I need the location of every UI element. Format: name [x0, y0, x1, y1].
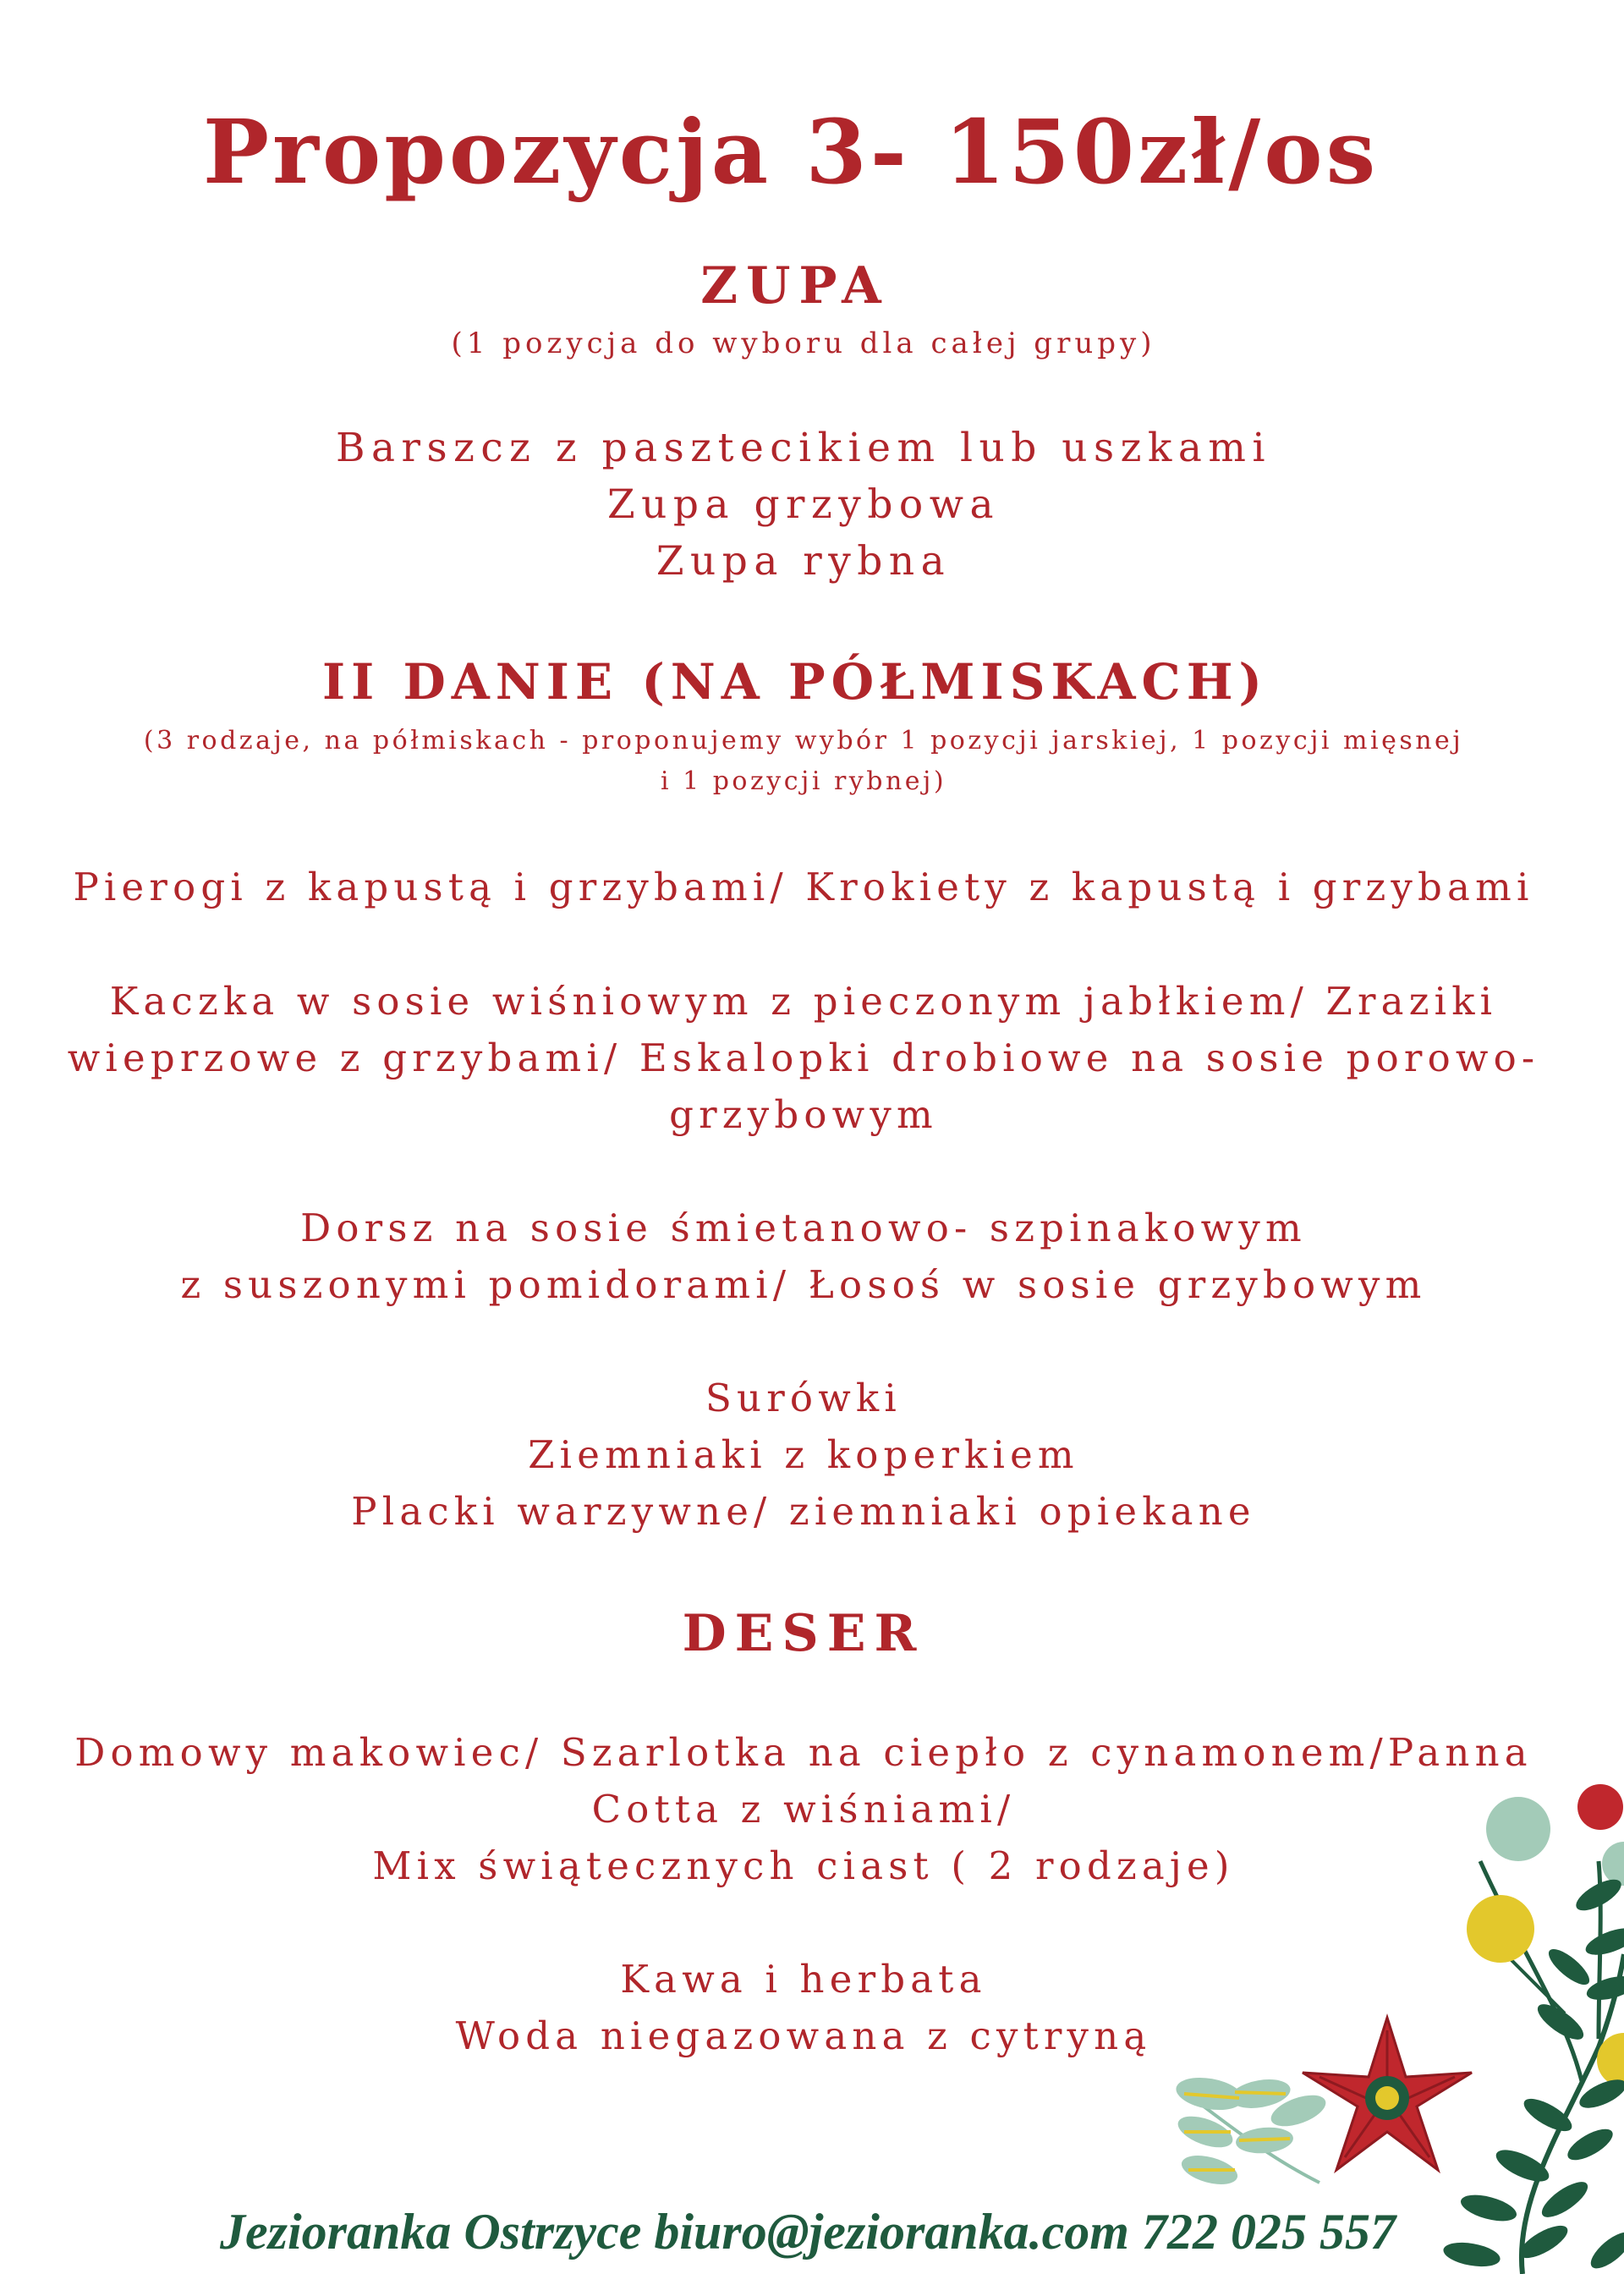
- soup-item: Zupa rybna: [656, 538, 952, 585]
- side-dish: Ziemniaki z koperkiem: [528, 1432, 1079, 1477]
- soup-item: Barszcz z pasztecikiem lub uszkami: [335, 425, 1272, 471]
- main-course-note: (3 rodzaje, na półmiskach - proponujemy wybór 1 pozycji jarskiej, 1 pozycji mięsnej: [143, 726, 1464, 755]
- fish-option: Dorsz na sosie śmietanowo- szpinakowym: [300, 1206, 1307, 1250]
- main-course-note: i 1 pozycji rybnej): [660, 766, 947, 796]
- meat-option: wieprzowe z grzybami/ Eskalopki drobiowe na sosie porowo-: [67, 1035, 1540, 1080]
- side-dish: Surówki: [705, 1376, 902, 1420]
- soup-note: (1 pozycja do wyboru dla całej grupy): [451, 327, 1156, 360]
- berry-icon: [1602, 1842, 1624, 1886]
- meat-option: grzybowym: [669, 1092, 938, 1137]
- mint-leaves-icon: [1173, 2073, 1330, 2189]
- soup-item: Zupa grzybowa: [607, 481, 1000, 528]
- berry-icon: [1467, 1895, 1534, 1963]
- berry-icon: [1577, 1784, 1623, 1830]
- fish-option: z suszonymi pomidorami/ Łosoś w sosie grzybowym: [180, 1262, 1427, 1307]
- page-title: Propozycja 3- 150zł/os: [202, 100, 1380, 204]
- meat-option: Kaczka w sosie wiśniowym z pieczonym jabłkiem/ Zraziki: [109, 979, 1498, 1024]
- drink-item: Kawa i herbata: [620, 1957, 987, 2002]
- dessert-item: Mix świątecznych ciast ( 2 rodzaje): [372, 1843, 1235, 1888]
- main-course-heading: II DANIE (NA PÓŁMISKACH): [322, 653, 1268, 711]
- veg-option: Pierogi z kapustą i grzybami/ Krokiety z kapustą i grzybami: [73, 865, 1534, 909]
- dessert-item: Cotta z wiśniami/: [591, 1787, 1016, 1832]
- dessert-heading: DESER: [682, 1604, 925, 1663]
- floral-decoration-icon: [1125, 1760, 1624, 2274]
- side-dish: Placki warzywne/ ziemniaki opiekane: [351, 1489, 1256, 1534]
- footer-contact: Jezioranka Ostrzyce biuro@jezioranka.com 722 025 557: [220, 2204, 1396, 2260]
- soup-heading: ZUPA: [700, 256, 890, 316]
- berry-icon: [1486, 1797, 1550, 1861]
- poinsettia-flower-icon: [1303, 2018, 1472, 2170]
- dessert-item: Domowy makowiec/ Szarlotka na ciepło z cynamonem/Panna: [74, 1730, 1533, 1775]
- drink-item: Woda niegazowana z cytryną: [455, 2013, 1152, 2058]
